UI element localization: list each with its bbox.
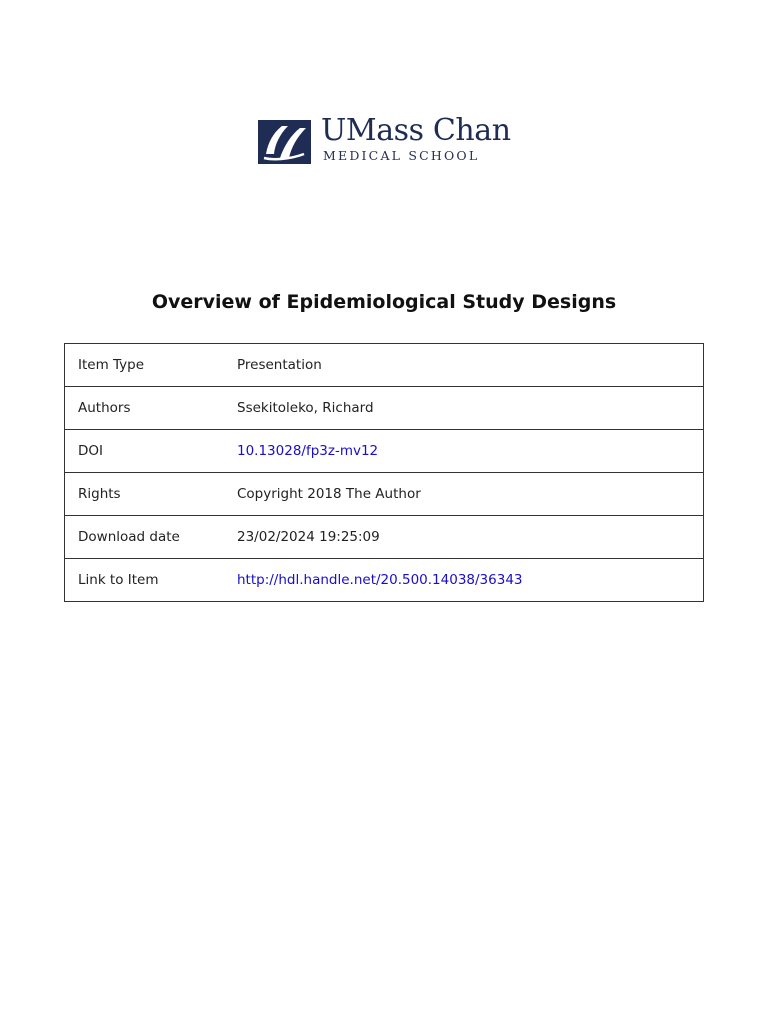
table-row: [65, 430, 704, 473]
item-link[interactable]: http://hdl.handle.net/20.500.14038/36343: [237, 572, 523, 588]
table-row: [65, 559, 704, 602]
row-value: Copyright 2018 The Author: [237, 473, 704, 516]
doi-link[interactable]: 10.13028/fp3z-mv12: [237, 443, 379, 459]
row-label: Download date: [65, 516, 238, 559]
table-row: [65, 473, 704, 516]
row-value: Ssekitoleko, Richard: [237, 387, 704, 430]
row-label: Link to Item: [65, 559, 238, 602]
row-value: [237, 559, 704, 602]
metadata-table: [64, 343, 704, 602]
document-title: Overview of Epidemiological Study Designs: [151, 291, 617, 313]
row-value: Presentation: [237, 357, 322, 373]
row-label: DOI: [65, 430, 238, 473]
table-row: [65, 516, 704, 559]
umass-logo-mark-icon: [258, 120, 311, 164]
row-label: Authors: [65, 387, 238, 430]
row-label: Item Type: [78, 357, 145, 373]
row-value: 23/02/2024 19:25:09: [237, 516, 704, 559]
row-value: [237, 430, 704, 473]
logo-subtitle: MEDICAL SCHOOL: [323, 148, 480, 163]
row-label: Rights: [65, 473, 238, 516]
umass-chan-logo: [258, 113, 518, 166]
table-row: [65, 387, 704, 430]
table-row: [65, 344, 704, 387]
logo-name: UMass Chan: [321, 113, 511, 148]
